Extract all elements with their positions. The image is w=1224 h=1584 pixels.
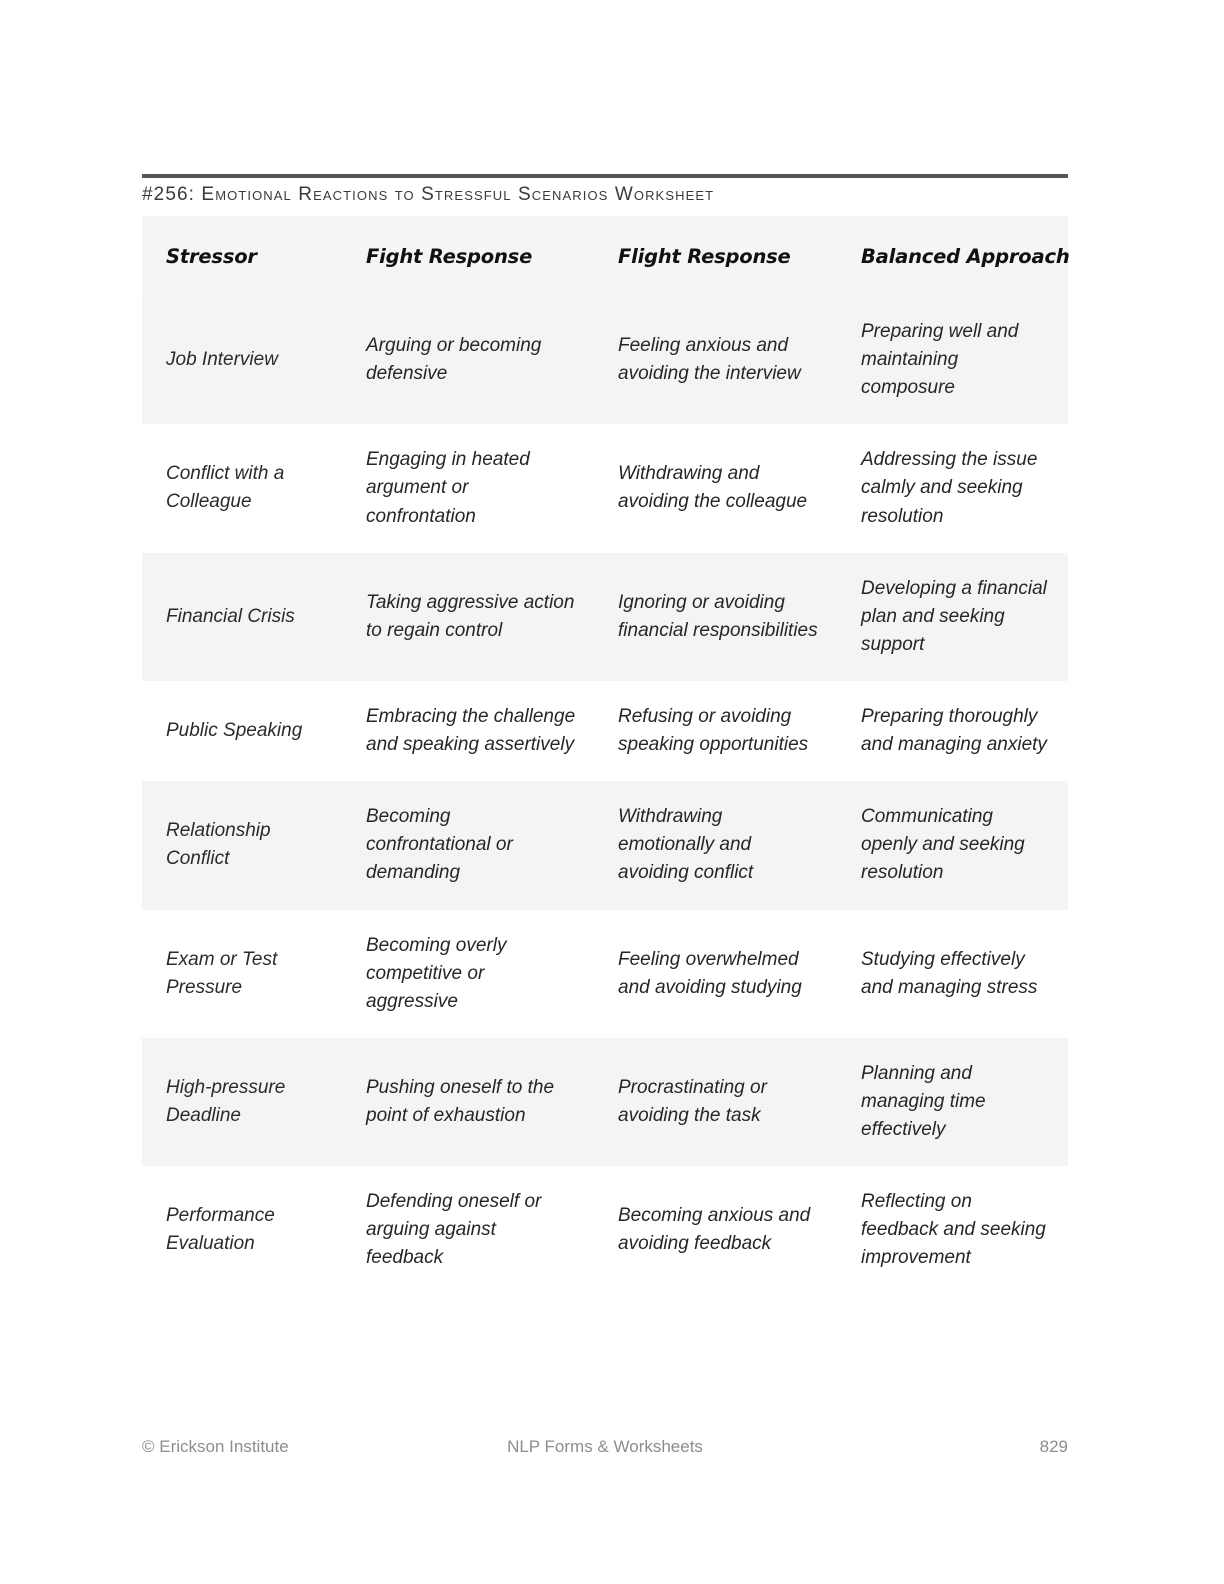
cell-balanced-approach: Preparing thoroughly and managing anxiety — [861, 705, 1047, 756]
header-rule — [142, 174, 1068, 178]
cell-fight-response: Arguing or becoming defensive — [366, 335, 542, 385]
cell-stressor: Exam or Test Pressure — [166, 948, 278, 998]
column-header-flight-response: Flight Response — [618, 244, 791, 268]
table-row — [142, 1166, 1068, 1294]
table-header-row — [142, 216, 1068, 296]
table-row — [142, 296, 1068, 424]
cell-balanced-approach: Communicating openly and seeking resolution — [861, 806, 1025, 884]
cell-balanced-approach: Developing a financial plan and seeking support — [861, 577, 1047, 655]
cell-fight-response: Taking aggressive action to regain control — [366, 591, 575, 641]
cell-fight-response: Pushing oneself to the point of exhaustion — [366, 1076, 555, 1127]
cell-balanced-approach: Reflecting on feedback and seeking improvement — [861, 1191, 1046, 1269]
cell-flight-response: Feeling overwhelmed and avoiding studying — [618, 948, 802, 998]
table-row — [142, 553, 1068, 681]
table-row — [142, 681, 1068, 781]
cell-flight-response: Refusing or avoiding speaking opportunities — [618, 705, 809, 756]
column-header-fight-response: Fight Response — [366, 244, 533, 268]
cell-flight-response: Feeling anxious and avoiding the interview — [618, 335, 801, 385]
table-row — [142, 910, 1068, 1038]
cell-fight-response: Becoming confrontational or demanding — [366, 806, 513, 884]
table-row — [142, 781, 1068, 909]
cell-stressor: Financial Crisis — [166, 605, 295, 627]
cell-flight-response: Procrastinating or avoiding the task — [618, 1076, 767, 1127]
footer-series-title: NLP Forms & Worksheets — [507, 1437, 703, 1456]
cell-flight-response: Withdrawing emotionally and avoiding conflict — [618, 806, 754, 884]
cell-fight-response: Defending oneself or arguing against feedback — [366, 1191, 542, 1269]
cell-flight-response: Becoming anxious and avoiding feedback — [618, 1205, 811, 1255]
footer-copyright: © Erickson Institute — [142, 1437, 289, 1456]
cell-stressor: Relationship Conflict — [166, 820, 271, 870]
cell-fight-response: Engaging in heated argument or confrontation — [366, 449, 530, 527]
cell-stressor: Public Speaking — [166, 720, 303, 742]
page-title: #256: Emotional Reactions to Stressful Scenarios Worksheet — [142, 184, 715, 205]
cell-balanced-approach: Preparing well and maintaining composure — [861, 321, 1019, 399]
table-row — [142, 424, 1068, 552]
cell-stressor: Performance Evaluation — [166, 1205, 275, 1255]
cell-fight-response: Embracing the challenge and speaking assertively — [366, 705, 576, 756]
column-header-balanced-approach: Balanced Approach — [861, 244, 1070, 268]
cell-flight-response: Ignoring or avoiding financial responsibilities — [618, 591, 818, 641]
table-row — [142, 1038, 1068, 1166]
cell-flight-response: Withdrawing and avoiding the colleague — [618, 463, 808, 513]
cell-balanced-approach: Addressing the issue calmly and seeking resolution — [861, 449, 1038, 527]
stress-response-table — [142, 216, 1068, 1295]
footer-page-number: 829 — [1039, 1437, 1068, 1456]
cell-balanced-approach: Studying effectively and managing stress — [861, 948, 1038, 998]
cell-stressor: High-pressure Deadline — [166, 1076, 286, 1127]
cell-stressor: Conflict with a Colleague — [166, 463, 285, 513]
table-body — [142, 296, 1068, 1295]
cell-stressor: Job Interview — [166, 349, 278, 371]
column-header-stressor: Stressor — [166, 244, 257, 268]
page-footer — [142, 1437, 1068, 1461]
cell-balanced-approach: Planning and managing time effectively — [861, 1062, 986, 1141]
cell-fight-response: Becoming overly competitive or aggressive — [366, 934, 507, 1012]
table-header — [142, 216, 1068, 296]
